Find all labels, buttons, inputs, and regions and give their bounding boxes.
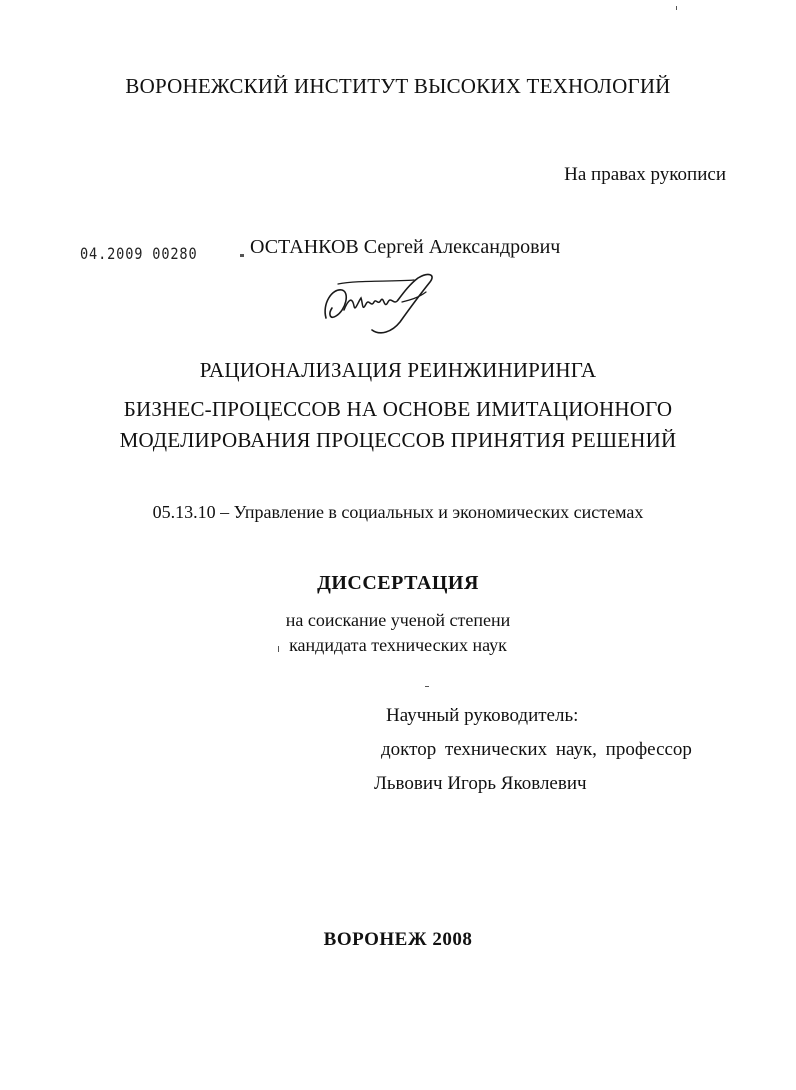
title-line-3: МОДЕЛИРОВАНИЯ ПРОЦЕССОВ ПРИНЯТИЯ РЕШЕНИЙ bbox=[119, 428, 677, 452]
registration-number: 04.2009 00280 bbox=[80, 244, 198, 263]
title-line-2: БИЗНЕС-ПРОЦЕССОВ НА ОСНОВЕ ИМИТАЦИОННОГО bbox=[123, 397, 673, 421]
specialty-code: 05.13.10 – Управление в социальных и экономических системах bbox=[152, 502, 644, 522]
city-year: ВОРОНЕЖ 2008 bbox=[323, 929, 473, 950]
scan-speck bbox=[425, 686, 429, 687]
degree-line-1: на соискание ученой степени bbox=[285, 610, 511, 630]
title-line-1: РАЦИОНАЛИЗАЦИЯ РЕИНЖИНИРИНГА bbox=[199, 358, 597, 382]
author-name: ОСТАНКОВ Сергей Александрович bbox=[250, 236, 561, 258]
degree-line-2: кандидата технических наук bbox=[289, 635, 507, 655]
document-type: ДИССЕРТАЦИЯ bbox=[317, 572, 479, 594]
signature-icon bbox=[318, 270, 448, 340]
scan-speck bbox=[676, 6, 677, 10]
scan-speck bbox=[240, 254, 244, 257]
scan-speck bbox=[278, 646, 279, 652]
supervisor-title: доктор технических наук, профессор bbox=[381, 739, 692, 760]
manuscript-note: На правах рукописи bbox=[564, 164, 726, 185]
supervisor-label: Научный руководитель: bbox=[386, 705, 579, 726]
supervisor-name: Львович Игорь Яковлевич bbox=[374, 773, 587, 794]
institute-name: ВОРОНЕЖСКИЙ ИНСТИТУТ ВЫСОКИХ ТЕХНОЛОГИЙ bbox=[125, 74, 671, 98]
